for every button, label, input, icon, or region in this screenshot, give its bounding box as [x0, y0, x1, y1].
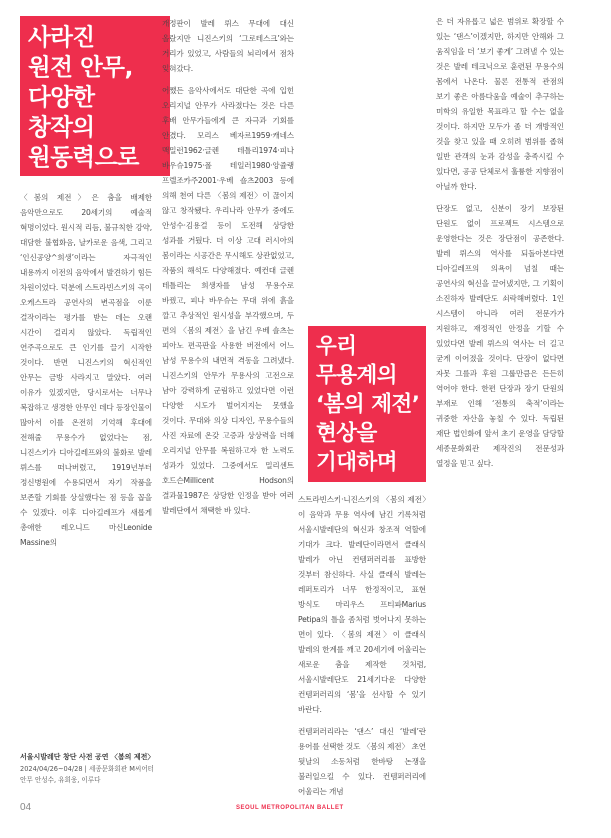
paragraph: 어쨌든 음악사에서도 대단한 곡에 입힌 오리지널 안무가 사라졌다는 것은 다른 후배 안무가들에게 큰 자극과 기회를 안겼다. 모리스 베자르1959·캐네스 맥밀런1962·글렌 테틀리1974·피나 바우슈1975·폴 테일러1980·앙쥴랭 프렐조카주2001·우베 숄츠2003 등에 의해 천여 다른 〈봄의 제전〉이 끊이지 않고 창작됐다. 우리나라 안무가 중에도 안성수·김용걸 등이 도전해 상당한 성과를 거뒀다. 더 이상 고대 러시아의 봄이라는 시공간은 무시해도 상관없었고, 작품의 해석도 다양해졌다. 예컨대 글렌 테틀리는 희생자를 남성 무용수로 바꿨고, 피나 바우슈는 무대 위에 흙을 깔고 추상적인 원시성을 부각했으며, 두 편의 〈봄의 제전〉을 남긴 우베 숄츠는 피아노 편곡판을 사용한 버전에서 어느 남성 무용수의 내면적 격동을 그려냈다. 니진스키의 안무가 무용사의 고전으로 남아 강력하게 군림하고 있었다면 이런 다양한 시도가 벌어지지는 못했을 것이다. 무대와 의상 디자인, 무용수들의 사진 자료에 온갖 고증과 상상력을 더해 오리지널 안무를 복원하고자 한 노력도 성과가 있었다. 그중에서도 밀리센트 호드슨Millicent Hodson의 결과물1987은 상당한 인정을 받아 여러 발레단에서 채택한 바 있다. [162, 86, 294, 515]
paragraph: 〈봄의 제전〉은 춤을 배제한 음악만으로도 20세기의 예술적 혁명이었다. 원시적 리듬, 불규칙한 강약, 대담한 불협화음, 날카로운 음색, 그리고 ‘인신공양^희생’이라는 자극적인 내용까지 이전의 음악에서 발견하기 힘든 차원이었다. 덕분에 스트라빈스키의 곡이 오케스트라 공연사의 변곡점을 이룬 걸작이라는 평가를 받는 데는 오랜 시간이 걸리지 않았다. 독립적인 연주곡으로도 큰 인기를 끌기 시작한 것이다. 반면 니진스키의 혁신적인 안무는 금방 사라지고 말았다. 여러 이유가 있겠지만, 당시로서는 너무나 복잡하고 생경한 안무인 데다 등장인물이 많아서 이를 온전히 기억해 후대에 전해줄 무용수가 없었다는 점, 니진스키가 디아길레프와의 불화로 발레 뤼스를 떠나버렸고, 1919년부터 정신병원에 수용되면서 자기 작품을 보존할 기회를 상실했다는 점 등을 꼽을 수 있겠다. 이후 디아길레프가 새롭게 총애한 레오니드 마신Leonide Massine의 [20, 193, 152, 547]
headline2-line: ‘봄의 제전’ [316, 392, 420, 417]
article-column-3 [298, 492, 426, 806]
headline2-line: 우리 [316, 334, 357, 359]
article-column-4 [436, 14, 564, 478]
headline1-line: 사라진 [28, 23, 95, 51]
paragraph: 단장도 없고, 신분이 장기 보장된 단원도 없이 프로젝트 시스템으로 운영한다는 것은 장단점이 공존한다. 발레 뤼스의 역사를 되돌아본다면 디아길레프의 의욕이 넘칠 때는 공연사의 혁신을 끌어냈지만, 그 기획이 소진하자 발레단도 쇠락해버렸다. 1인 시스템이 아니라 여러 전문가가 지원하고, 재정적인 안정을 기할 수 있었다면 발레 뤼스의 역사는 더 길고 굳게 이어졌을 것이다. 단장이 없다면 자못 그를과 후원 그룹만큼은 든든히 역어야 한다. 한편 단장과 장기 단원의 부재로 인해 ‘전통의 축적’이라는 귀중한 자산을 놓칠 수 있다. 독립된 재단 법인화에 앞서 초기 운영을 담당할 세종문화회관 제작진의 전문성과 열정을 믿고 싶다. [436, 204, 564, 468]
page-number: 04 [20, 802, 32, 813]
paragraph: 스트라빈스키·니진스키의 〈봄의 제전〉이 음악과 무용 역사에 남긴 기록처럼 서울시발레단의 혁신과 창조적 역할에 기대가 크다. 발레단이라면서 클래식 발레가 아닌 컨템퍼러리를 표방한 것부터 참신하다. 사실 클래식 발레는 레퍼토리가 너무 한정적이고, 표현 방식도 마리우스 프티파Marius Petipa의 틀을 좀처럼 벗어나지 못하는 면이 있다. 〈봄의 제전〉이 클래식 발레의 한계를 깨고 20세기에 어울리는 새로운 춤을 제작한 것처럼, 서울시발레단도 21세기다운 다양한 컨템퍼러리의 ‘봄’을 선사할 수 있기 바란다. [298, 495, 426, 714]
paragraph: 개정판이 발레 뤼스 무대에 대신 올랐지만 니진스키의 ‘그로테스크’와는 거리가 있었고, 사람들의 뇌리에서 점차 잊혀갔다. [162, 19, 294, 73]
credit-date-venue: 2024/04/26~04/28 | 세종문화회관 M씨어터 [20, 764, 155, 773]
headline2-line: 무용계의 [316, 363, 398, 388]
headline2-line: 기대하며 [316, 450, 398, 475]
headline1-line: 원동력으로 [28, 143, 140, 171]
headline1-line: 다양한 [28, 83, 95, 111]
headline-korean-rite-of-spring [308, 326, 426, 482]
performance-credit [20, 752, 250, 787]
credit-choreographers: 안무 안성수, 유회웅, 이루다 [20, 776, 101, 784]
headline1-line: 창작의 [28, 113, 95, 141]
paragraph: 은 더 자유롭고 넓은 범위로 확장할 수 있는 ‘댄스’이겠지만, 하지만 안해와 그 움직임을 더 ‘보기 좋게’ 그려낼 수 있는 것은 발레 테크닉으로 훈련된 무용수의 몸에서 나온다. 물론 전통적 관점의 보기 좋은 아름다움을 예술이 추구하는 미학의 유일한 목표라고 할 수는 없을 것이다. 하지만 모두가 좀 더 개방적인 것을 찾고 있을 때 오히려 범위를 좁혀 일반 관객의 눈과 감성을 충족시킬 수 있다면, 공공 단체로서 훌륭한 지향점이 아닐까 한다. [436, 17, 564, 191]
article-column-1 [20, 190, 152, 557]
footer-brand: SEOUL METROPOLITAN BALLET [236, 805, 344, 811]
paragraph: 컨템퍼러리라는 ‘댄스’ 대신 ‘발레’란 용어를 선택한 것도 〈봄의 제전〉 초연 뒷날의 소동처럼 한바탕 논쟁을 불러일으킬 수 있다. 컨템퍼러리에 어울리는 개념 [298, 727, 426, 796]
credit-title: 서울시발레단 창단 사전 공연 〈봄의 제전〉 [20, 753, 155, 761]
headline-vanished-choreography [20, 16, 170, 176]
article-column-2 [162, 16, 294, 525]
headline2-line: 현상을 [316, 421, 377, 446]
headline1-line: 원전 안무, [28, 53, 133, 81]
